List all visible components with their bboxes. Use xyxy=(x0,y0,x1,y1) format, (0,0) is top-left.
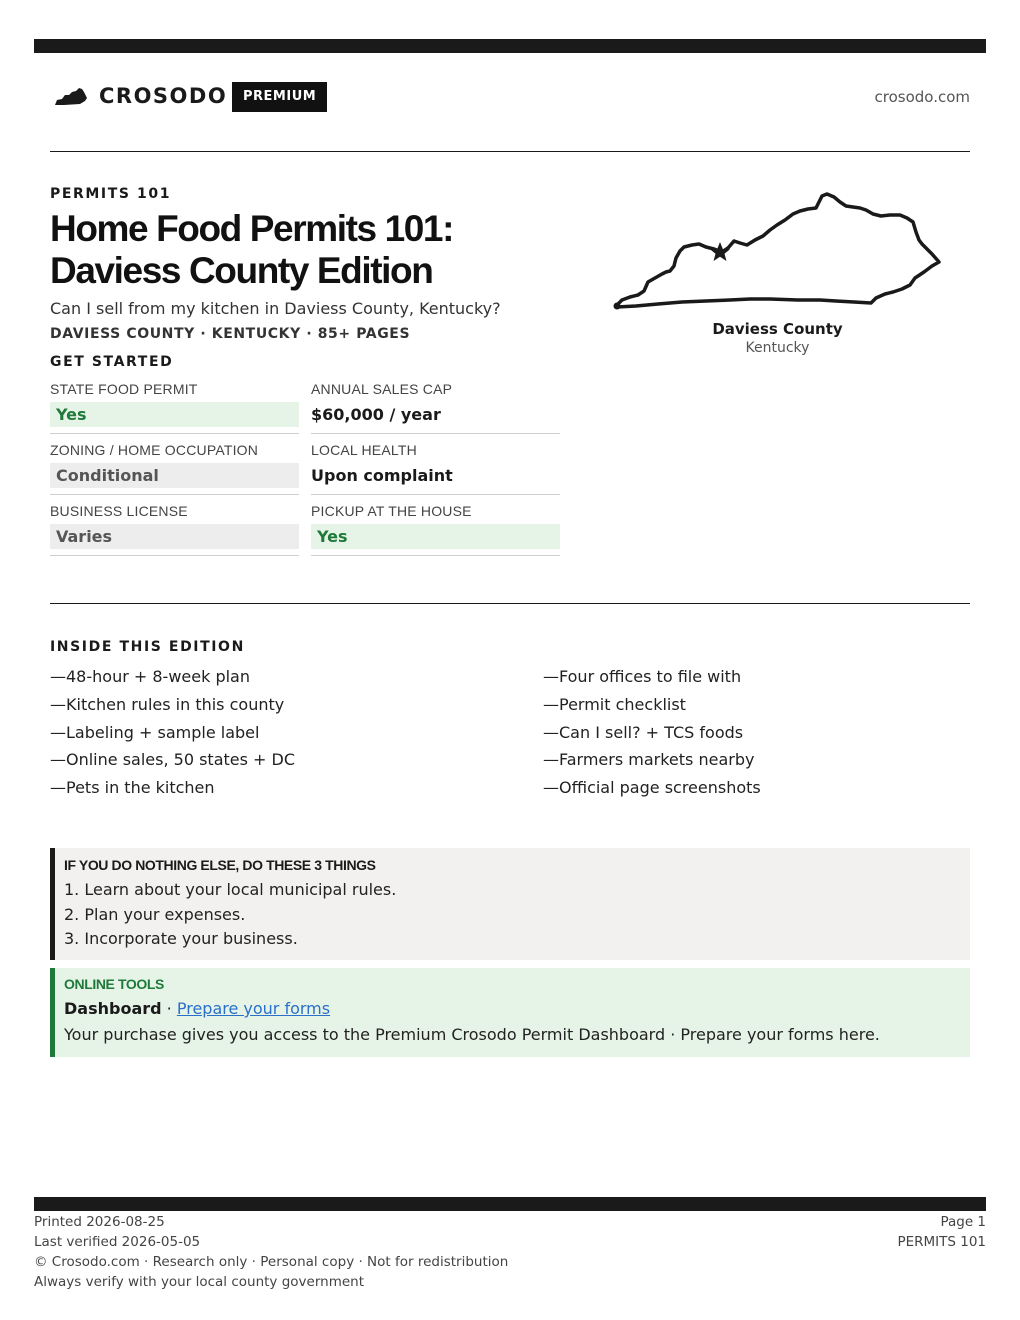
fact-value: $60,000 / year xyxy=(311,405,441,424)
three-things-list xyxy=(64,878,396,952)
fact-label: PICKUP AT THE HOUSE xyxy=(311,503,472,519)
list-item: —Four offices to file with xyxy=(543,667,742,686)
three-things-callout xyxy=(50,848,970,960)
edition-meta: DAVIESS COUNTY · KENTUCKY · 85+ PAGES xyxy=(50,326,411,342)
page-number: Page 1 xyxy=(940,1214,986,1230)
header xyxy=(50,80,970,114)
list-item: —48-hour + 8-week plan xyxy=(50,667,250,686)
fact-annual-sales-cap xyxy=(311,381,560,434)
list-item: —Pets in the kitchen xyxy=(50,778,215,798)
fact-label: STATE FOOD PERMIT xyxy=(50,381,198,397)
list-item: 1. Learn about your local municipal rules. xyxy=(64,880,397,899)
separator: · xyxy=(161,999,177,1018)
inside-list-right xyxy=(543,666,761,805)
footer-left xyxy=(34,1212,508,1292)
star-marker-icon xyxy=(710,242,730,261)
dashboard-description: Your purchase gives you access to the Premium Crosodo Permit Dashboard · Prepare your forms here. xyxy=(64,1025,880,1044)
dashboard-line xyxy=(64,999,330,1018)
map-caption xyxy=(690,320,865,356)
fact-value: Yes xyxy=(311,524,560,549)
header-divider xyxy=(50,151,970,152)
kentucky-map xyxy=(610,188,945,313)
top-bar xyxy=(34,39,986,53)
fact-value: Yes xyxy=(50,402,299,427)
printed-date: Printed 2026-08-25 xyxy=(34,1214,165,1230)
callout-title: IF YOU DO NOTHING ELSE, DO THESE 3 THINGS xyxy=(64,857,376,873)
fact-value: Upon complaint xyxy=(311,466,453,485)
premium-badge: PREMIUM xyxy=(232,82,327,112)
kentucky-state-icon xyxy=(54,86,88,108)
fact-business-license xyxy=(50,503,299,556)
map-county-label: Daviess County xyxy=(712,320,843,338)
section-kicker: PERMITS 101 xyxy=(50,186,172,202)
inside-list-left xyxy=(50,666,295,805)
inside-heading: INSIDE THIS EDITION xyxy=(50,639,245,655)
disclaimer: Always verify with your local county government xyxy=(34,1274,364,1290)
get-started-heading: GET STARTED xyxy=(50,354,174,370)
section-divider xyxy=(50,603,970,604)
fact-label: ANNUAL SALES CAP xyxy=(311,381,453,397)
list-item: 2. Plan your expenses. xyxy=(64,904,246,924)
map-state-label: Kentucky xyxy=(745,340,810,356)
online-tools-callout xyxy=(50,968,970,1057)
fact-label: ZONING / HOME OCCUPATION xyxy=(50,442,259,458)
page-subtitle: Can I sell from my kitchen in Daviess County, Kentucky? xyxy=(50,299,501,318)
callout-title: ONLINE TOOLS xyxy=(64,976,164,992)
site-url: crosodo.com xyxy=(874,88,970,106)
list-item: —Kitchen rules in this county xyxy=(50,694,285,714)
list-item: —Can I sell? + TCS foods xyxy=(543,722,744,742)
list-item: —Permit checklist xyxy=(543,694,686,714)
footer-right xyxy=(897,1212,986,1252)
copyright: © Crosodo.com · Research only · Personal copy · Not for redistribution xyxy=(34,1254,509,1270)
list-item: —Official page screenshots xyxy=(543,778,761,798)
list-item: —Farmers markets nearby xyxy=(543,750,755,770)
prepare-forms-link[interactable]: Prepare your forms xyxy=(176,999,331,1018)
footer-section: PERMITS 101 xyxy=(897,1234,986,1250)
bottom-bar xyxy=(34,1197,986,1211)
fact-state-food-permit xyxy=(50,381,299,434)
brand-name: CROSODO xyxy=(99,84,228,108)
fact-local-health xyxy=(311,442,560,495)
dashboard-label: Dashboard xyxy=(64,999,162,1018)
fact-label: BUSINESS LICENSE xyxy=(50,503,188,519)
list-item: 3. Incorporate your business. xyxy=(64,929,298,948)
fact-value: Varies xyxy=(50,524,299,549)
fact-label: LOCAL HEALTH xyxy=(311,442,417,458)
fact-zoning xyxy=(50,442,299,495)
verified-date: Last verified 2026-05-05 xyxy=(34,1234,201,1250)
page-title: Home Food Permits 101: Daviess County Edition xyxy=(50,208,454,291)
list-item: —Online sales, 50 states + DC xyxy=(50,750,296,770)
fact-pickup xyxy=(311,503,560,556)
fact-value: Conditional xyxy=(50,463,299,488)
list-item: —Labeling + sample label xyxy=(50,722,260,742)
